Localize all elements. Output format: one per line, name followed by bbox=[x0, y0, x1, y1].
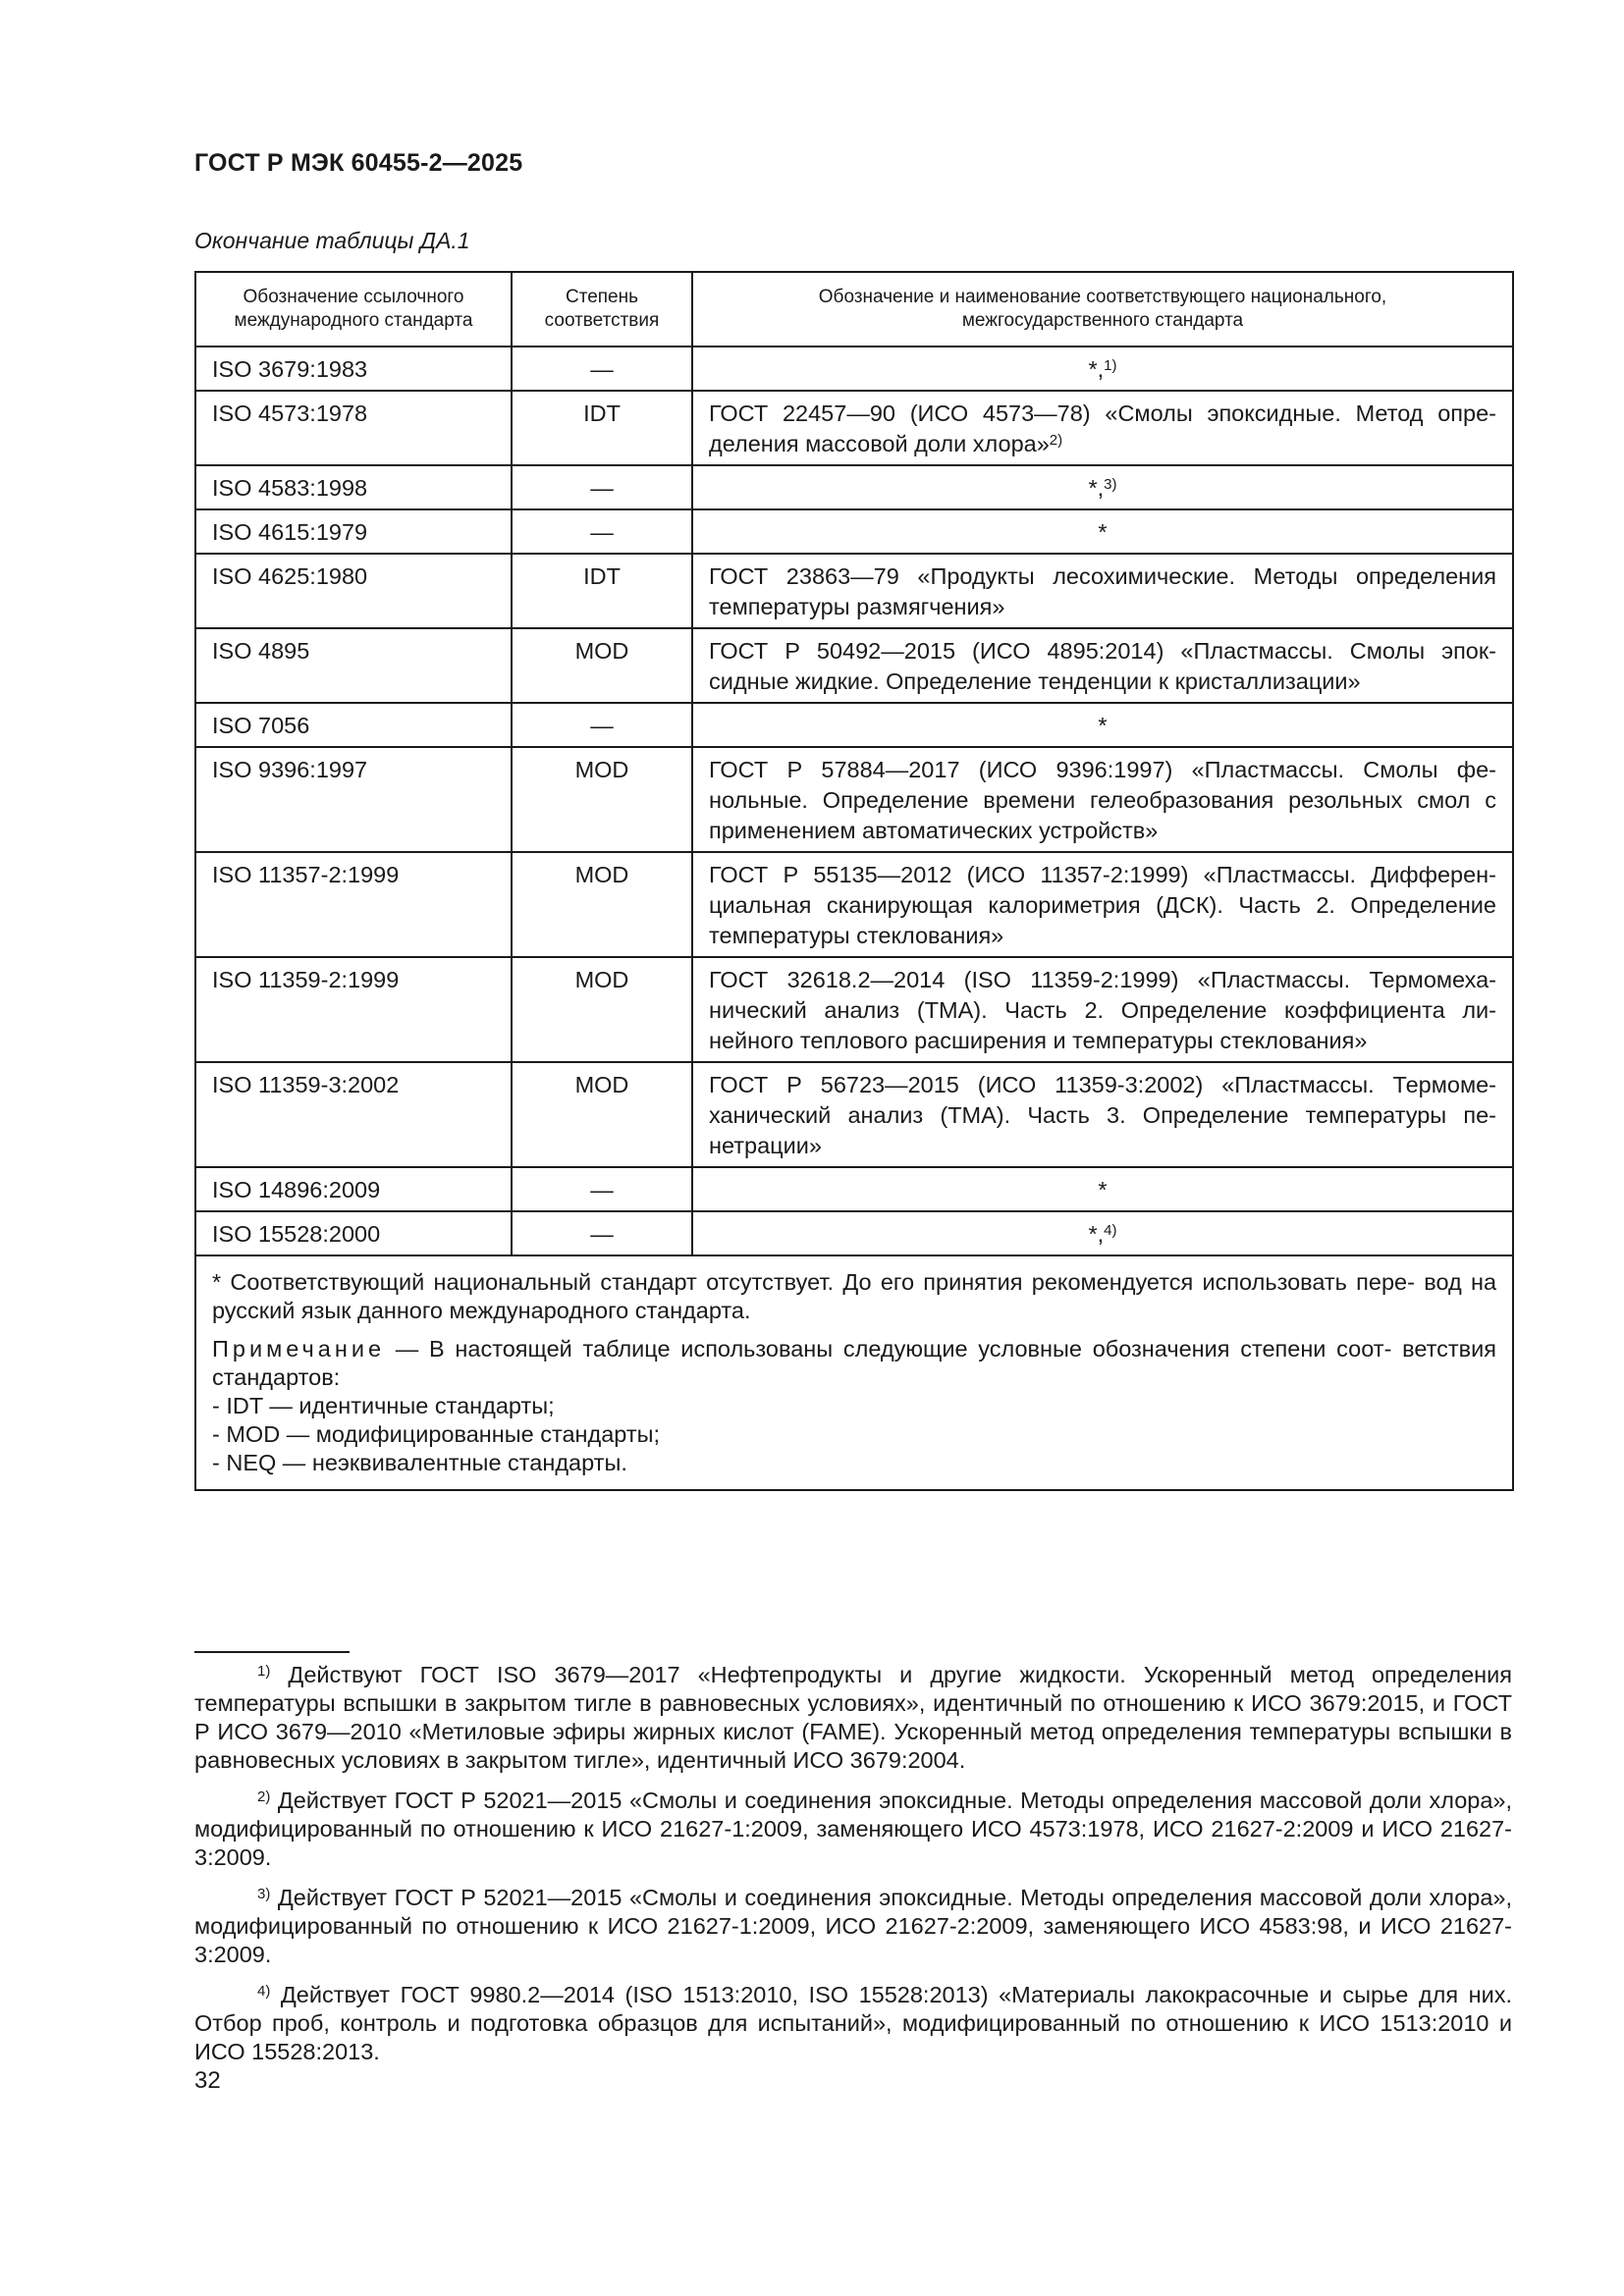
national-standard-cell: ГОСТ 23863—79 «Продукты лесохимические. Методы определения температуры размягчения» bbox=[692, 554, 1513, 628]
no-standard-mark: *, bbox=[1088, 475, 1105, 501]
ref-standard-cell: ISO 11357-2:1999 bbox=[195, 852, 512, 957]
ref-standard-cell: ISO 11359-2:1999 bbox=[195, 957, 512, 1062]
degree-cell: MOD bbox=[512, 1062, 692, 1167]
ref-standard-cell: ISO 4583:1998 bbox=[195, 465, 512, 509]
note-item: - MOD — модифицированные стандарты; bbox=[212, 1421, 661, 1447]
header-degree: Степень соответствия bbox=[512, 272, 692, 347]
table-row bbox=[195, 1167, 1513, 1211]
ref-standard-cell: ISO 4625:1980 bbox=[195, 554, 512, 628]
national-standard-cell: ГОСТ Р 55135—2012 (ИСО 11357-2:1999) «Пластмассы. Дифферен- циальная сканирующая калориметрия (ДСК). Часть 2. Определение температуры стеклования» bbox=[692, 852, 1513, 957]
header-ref-standard: Обозначение ссылочного международного стандарта bbox=[195, 272, 512, 347]
no-standard-mark: *, bbox=[1088, 1221, 1105, 1247]
footnote-ref: 2) bbox=[1049, 432, 1063, 449]
footnote: $^{3)}$ Действует ГОСТ Р 52021—2015 «Смолы и соединения эпоксидные. Методы определения массовой доли хлора», модифицированный по отношению к ИСО 21627-1:2009, ИСО 21627-2:2009, заменяющего ИСО 4583:98, и ИСО 21627-3:2009. bbox=[194, 1885, 1513, 1967]
national-standard-cell bbox=[692, 703, 1513, 747]
header-national-standard: Обозначение и наименование соответствующего национального, межгосударственного стандарта bbox=[692, 272, 1513, 347]
national-standard-cell: ГОСТ Р 56723—2015 (ИСО 11359-3:2002) «Пластмассы. Термоме- ханический анализ (ТМА). Часть 3. Определение температуры пе- нетрации» bbox=[692, 1062, 1513, 1167]
national-standard-cell: ГОСТ Р 57884—2017 (ИСО 9396:1997) «Пластмассы. Смолы фе- нольные. Определение времени гелеобразования резольных смол с применением автоматических устройств» bbox=[692, 747, 1513, 852]
national-standard-cell bbox=[692, 509, 1513, 554]
table-caption: Окончание таблицы ДА.1 bbox=[194, 228, 470, 253]
national-standard-cell: ГОСТ 32618.2—2014 (ISO 11359-2:1999) «Пластмассы. Термомеха- нический анализ (ТМА). Часть 2. Определение коэффициента ли- нейного теплового расширения и температуры стеклования» bbox=[692, 957, 1513, 1062]
table-row bbox=[195, 1211, 1513, 1255]
degree-cell: — bbox=[512, 347, 692, 391]
footnote-mark: 3) bbox=[257, 1886, 271, 1902]
footnote-mark: 2) bbox=[257, 1789, 271, 1805]
table-row bbox=[195, 703, 1513, 747]
footnote-mark: 4) bbox=[257, 1983, 271, 2000]
no-standard-mark: * bbox=[1098, 713, 1108, 738]
page-number: 32 bbox=[194, 2067, 221, 2094]
table-row bbox=[195, 747, 1513, 852]
note-item: - IDT — идентичные стандарты; bbox=[212, 1393, 555, 1418]
ref-standard-cell: ISO 4895 bbox=[195, 628, 512, 703]
national-standard-cell: ГОСТ Р 50492—2015 (ИСО 4895:2014) «Пластмассы. Смолы эпок- сидные жидкие. Определение тенденции к кристаллизации» bbox=[692, 628, 1513, 703]
footnote-mark: 1) bbox=[257, 1663, 271, 1680]
footnote: $^{4)}$ Действует ГОСТ 9980.2—2014 (ISO 1513:2010, ISO 15528:2013) «Материалы лакокрасочные и сырье для них. Отбор проб, контроль и подготовка образцов для испытаний», модифицированный по отношению к ИСО 1513:2010 и ИСО 15528:2013. bbox=[194, 1982, 1513, 2064]
table-row bbox=[195, 347, 1513, 391]
table-row bbox=[195, 509, 1513, 554]
footnotes bbox=[194, 1661, 1512, 2078]
ref-standard-cell: ISO 9396:1997 bbox=[195, 747, 512, 852]
footnote: $^{2)}$ Действует ГОСТ Р 52021—2015 «Смолы и соединения эпоксидные. Методы определения массовой доли хлора», модифицированный по отношению к ИСО 21627-1:2009, заменяющего ИСО 4573:1978, ИСО 21627-2:2009 и ИСО 21627-3:2009. bbox=[194, 1788, 1513, 1870]
no-standard-mark: *, bbox=[1088, 356, 1105, 382]
table-row bbox=[195, 957, 1513, 1062]
table-row bbox=[195, 465, 1513, 509]
table-row bbox=[195, 852, 1513, 957]
note-item: - NEQ — неэквивалентные стандарты. bbox=[212, 1450, 627, 1475]
degree-cell: IDT bbox=[512, 554, 692, 628]
note-text: Примечание — В настоящей таблице использованы следующие условные обозначения степени соот- ветствия стандартов: bbox=[212, 1336, 1496, 1390]
ref-standard-cell: ISO 3679:1983 bbox=[195, 347, 512, 391]
note-label: Примечание bbox=[212, 1336, 386, 1362]
footnote-ref: 1) bbox=[1104, 357, 1117, 374]
no-standard-mark: * bbox=[1098, 1177, 1108, 1202]
footnote-ref: 4) bbox=[1104, 1222, 1117, 1239]
footnote-divider bbox=[194, 1651, 350, 1653]
degree-cell: — bbox=[512, 1211, 692, 1255]
degree-cell: MOD bbox=[512, 628, 692, 703]
no-standard-mark: * bbox=[1098, 519, 1108, 545]
ref-standard-cell: ISO 4573:1978 bbox=[195, 391, 512, 465]
national-standard-cell bbox=[692, 465, 1513, 509]
star-note: * Соответствующий национальный стандарт отсутствует. До его принятия рекомендуется использовать пере- вод на русский язык данного международного стандарта. bbox=[212, 1269, 1497, 1323]
ref-standard-cell: ISO 14896:2009 bbox=[195, 1167, 512, 1211]
footnote-ref: 3) bbox=[1104, 476, 1117, 493]
national-standard-cell bbox=[692, 1211, 1513, 1255]
table-row bbox=[195, 391, 1513, 465]
document-header: ГОСТ Р МЭК 60455-2—2025 bbox=[194, 149, 523, 177]
degree-cell: IDT bbox=[512, 391, 692, 465]
degree-cell: MOD bbox=[512, 957, 692, 1062]
ref-standard-cell: ISO 11359-3:2002 bbox=[195, 1062, 512, 1167]
ref-standard-cell: ISO 15528:2000 bbox=[195, 1211, 512, 1255]
table-row bbox=[195, 1062, 1513, 1167]
degree-cell: — bbox=[512, 703, 692, 747]
footnote: $^{1)}$ Действуют ГОСТ ISO 3679—2017 «Нефтепродукты и другие жидкости. Ускоренный метод определения температуры вспышки в закрытом тигле в равновесных условиях», идентичный по отношению к ИСО 3679:2015, и ГОСТ Р ИСО 3679—2010 «Метиловые эфиры жирных кислот (FAME). Ускоренный метод определения температуры вспышки в равновесных условиях в закрытом тигле», идентичный ИСО 3679:2004. bbox=[194, 1662, 1512, 1773]
national-standard-cell bbox=[692, 1167, 1513, 1211]
table-row bbox=[195, 554, 1513, 628]
national-standard-cell: ГОСТ 22457—90 (ИСО 4573—78) «Смолы эпоксидные. Метод опре- деления массовой доли хлора»$^{2)}$ bbox=[692, 391, 1513, 465]
table-header-row bbox=[195, 272, 1513, 347]
degree-cell: — bbox=[512, 1167, 692, 1211]
ref-standard-cell: ISO 7056 bbox=[195, 703, 512, 747]
notes-row bbox=[195, 1255, 1513, 1490]
degree-cell: MOD bbox=[512, 747, 692, 852]
table-row bbox=[195, 628, 1513, 703]
table-notes bbox=[195, 1255, 1513, 1490]
degree-cell: — bbox=[512, 465, 692, 509]
degree-cell: MOD bbox=[512, 852, 692, 957]
ref-standard-cell: ISO 4615:1979 bbox=[195, 509, 512, 554]
standards-table bbox=[194, 271, 1514, 1491]
national-standard-cell bbox=[692, 347, 1513, 391]
degree-cell: — bbox=[512, 509, 692, 554]
